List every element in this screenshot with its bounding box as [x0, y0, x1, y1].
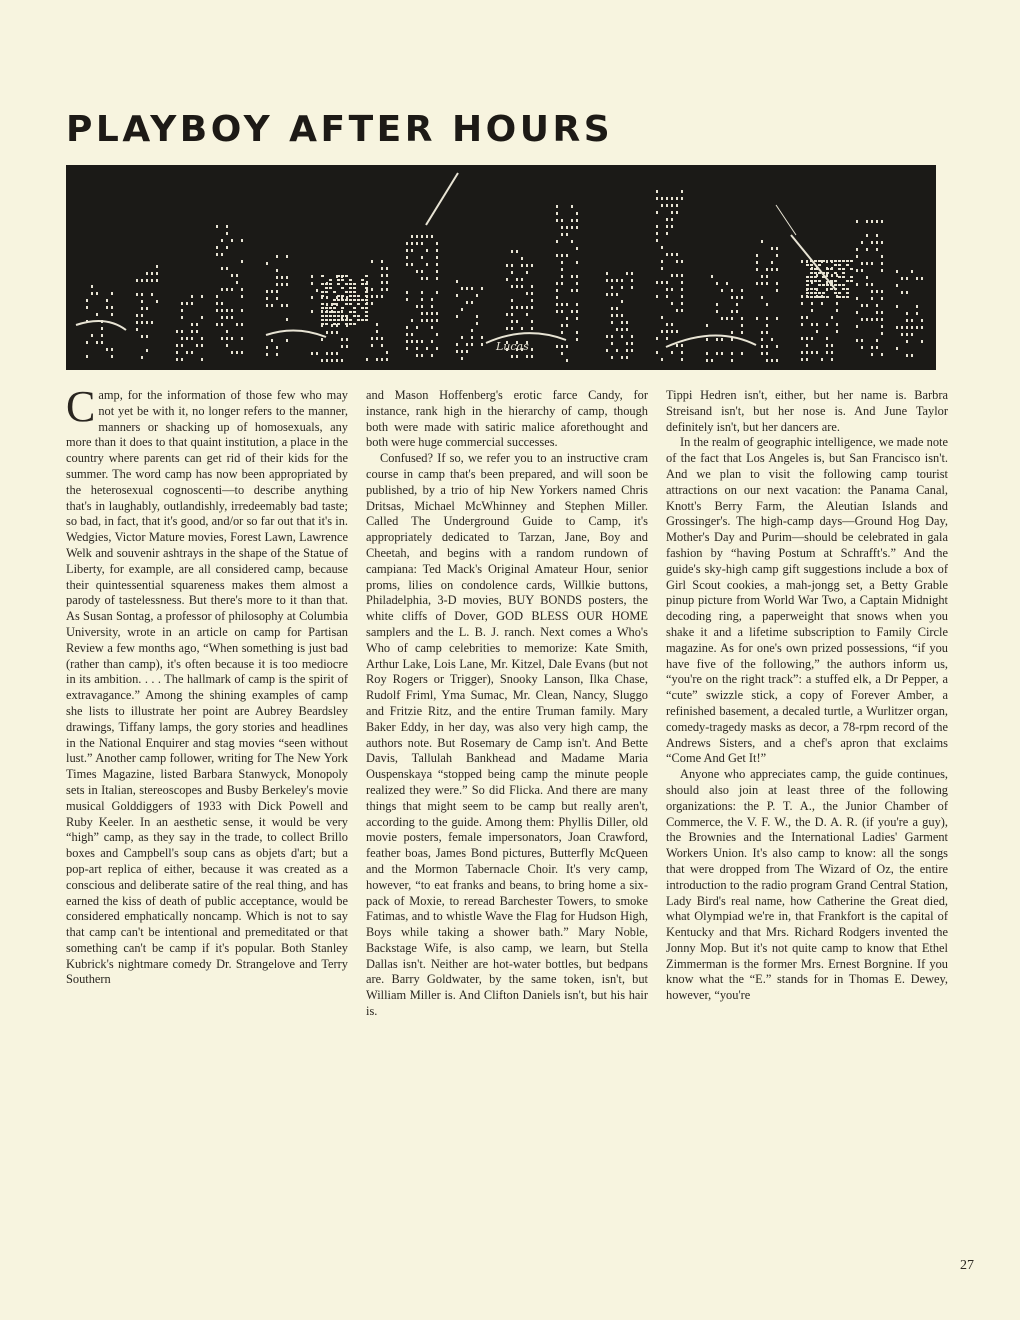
article-column-3: [666, 388, 948, 1278]
article-paragraph: Tippi Hedren isn't, either, but her name is. Barbra Streisand isn't, but her nose is. And June Taylor definitely isn't, but her dancers are.: [666, 388, 948, 434]
city-skyline-illustration: [66, 165, 936, 370]
article-column-2: [366, 388, 648, 1278]
page-title: PLAYBOY AFTER HOURS: [66, 109, 614, 150]
article-paragraph: Camp, for the information of those few who may not yet be with it, no longer refers to the manner, manners or shacking up of homosexuals, any more than it does to that quaint institution, a place in the country where parents can get rid of their kids for the summer. The word camp has now been appropriated by the heterosexual cognoscenti—to describe anything that's in laughably, outlandishly, irredeemably bad taste; so bad, in fact, that it's good, and/or so far out that it's in. Wedgies, Victor Mature movies, Forest Lawn, Lawrence Welk and souvenir ashtrays in the shape of the Statue of Liberty, for example, are all considered camp, because their quintessential squareness makes them almost a parody of tastelessness. But there's more to it than that. As Susan Sontag, a professor of philosophy at Columbia University, wrote in an article on camp for Partisan Review a few months ago, “When something is just bad (rather than camp), it's often because it is too mediocre in its ambition. . . . The hallmark of camp is the spirit of extravagance.” Among the shining examples of camp she lists to illustrate her point are Aubrey Beardsley drawings, Tiffany lamps, the gory stories and headlines in the National Enquirer and stag movies “seen without lust.” Another camp follower, writing for The New York Times Magazine, listed Barbara Stanwyck, Monopoly sets in Italian, stereoscopes and Busby Berkeley's movie musical Golddiggers of 1933 with Dick Powell and Ruby Keeler. In an aesthetic sense, it would be very “high” camp, as they say in the trade, to collect Brillo boxes and Campbell's soup cans as objets d'art; but a pop-art replica of either, because it was created as a conscious and deliberate satire of the real thing, and has earned the kiss of death of public acceptance, would be considered emphatically noncamp. Which is not to say that camp can't be intentional and premeditated or that something can't be camp if it's popular. Both Stanley Kubrick's nightmare comedy Dr. Strangelove and Terry Southern: [66, 388, 348, 987]
drop-cap: C: [66, 388, 96, 431]
article-paragraph: Confused? If so, we refer you to an instructive cram course in camp that's been prepared, and will soon be published, by a trio of hip New Yorkers named Chris Dritsas, Michael McWhinney and Stephen Miller. Called The Underground Guide to Camp, it's appropriately dedicated to Tarzan, Jane, Boy and Cheetah, and begins with a random rundown of campiana: Ted Mack's Original Amateur Hour, senior proms, lilies on condolence cards, Willkie buttons, Philadelphia, 3-D movies, BUY BONDS posters, the white cliffs of Dover, GOD BLESS OUR HOME samplers and the L. B. J. ranch. Next comes a Who's Who of camp celebrities to memorize: Kate Smith, Arthur Lake, Lois Lane, Mr. Kitzel, Dale Evans (but not Roy Rogers or Trigger), Snooky Lanson, Ilka Chase, Rudolf Friml, Yma Sumac, Mr. Clean, Nancy, Sluggo and Fritzie Ritz, and the entire Truman family. Mary Baker Eddy, in her day, was also very high camp, the authors note. But Rosemary de Camp isn't. And Bette Davis, Tallulah Bankhead and Madame Maria Ouspenskaya “stopped being camp the minute people realized they were.” So did Flicka. And there are many things that might seem to be camp but really aren't, according to the guide. Among them: Phyllis Diller, old movie posters, female impersonators, Joan Crawford, feather boas, James Bond pictures, Butterfly McQueen and the Mormon Tabernacle Choir. It's very camp, however, “to eat franks and beans, to bring home a six-pack of Moxie, to reread Barchester Towers, to smoke Fatimas, and to whistle Wave the Flag for Hudson High, Boys while taking a shower bath.” Mary Noble, Backstage Wife, is also camp, we learn, but Stella Dallas isn't. Neither are hot-water bottles, but bedpans are. Barry Goldwater, by the same token, isn't, but William Miller is. And Clifton Daniels isn't, but his hair is.: [366, 451, 648, 1019]
article-paragraph: In the realm of geographic intelligence, we made note of the fact that Los Angeles is, but San Francisco isn't. And we plan to visit the following camp tourist attractions on our next vacation: the Panama Canal, Knott's Berry Farm, the Aleutian Islands and Grossinger's. The high-camp days—Ground Hog Day, Mother's Day and Purim—should be celebrated in gala fashion by “having Postum at Schrafft's.” And the guide's sky-high camp gift suggestions include a box of Girl Scout cookies, a mah-jongg set, a Betty Grable pinup picture from World War Two, a Captain Midnight decoding ring, a paperweight that snows when you shake it and a lifetime subscription to Family Circle magazine. As for one's own prized possessions, “if you have five of the following,” the authors inform us, “you're on the right track”: a stuffed elk, a Dr Pepper, a “cute” swizzle stick, a copy of Forever Amber, a refinished basement, a decaled turtle, a Wurlitzer organ, comedy-tragedy masks as decor, a 78-rpm record of the Andrews Sisters, and a chef's apron that exclaims “Come And Get It!”: [666, 435, 948, 766]
page-number: 27: [960, 1258, 974, 1273]
artist-signature: Lucas: [496, 340, 529, 353]
article-column-1: [66, 388, 348, 1278]
article-body: [66, 388, 948, 1278]
article-paragraph: Anyone who appreciates camp, the guide continues, should also join at least three of the following organizations: the P. T. A., the Junior Chamber of Commerce, the V. F. W., the D. A. R. (if you're a guy), the Brownies and the International Ladies' Garment Workers Union. It's also camp to know: all the songs that were dropped from The Wizard of Oz, the entire introduction to the radio program Grand Central Station, Lady Bird's real name, how Catherine the Great died, what Olympiad we're in, that Frankfort is the capital of Kentucky and that Mrs. Richard Rodgers invented the Jonny Mop. But it's not quite camp to know that Ethel Zimmerman is the former Mrs. Ernest Borgnine. If you know what the “E.” stands for in Thomas E. Dewey, however, “you're: [666, 767, 948, 1003]
article-paragraph: and Mason Hoffenberg's erotic farce Candy, for instance, rank high in the hierarchy of camp, though both were made with satiric malice aforethought and both were huge commercial successes.: [366, 388, 648, 450]
city-skyline-icon: [66, 165, 936, 370]
